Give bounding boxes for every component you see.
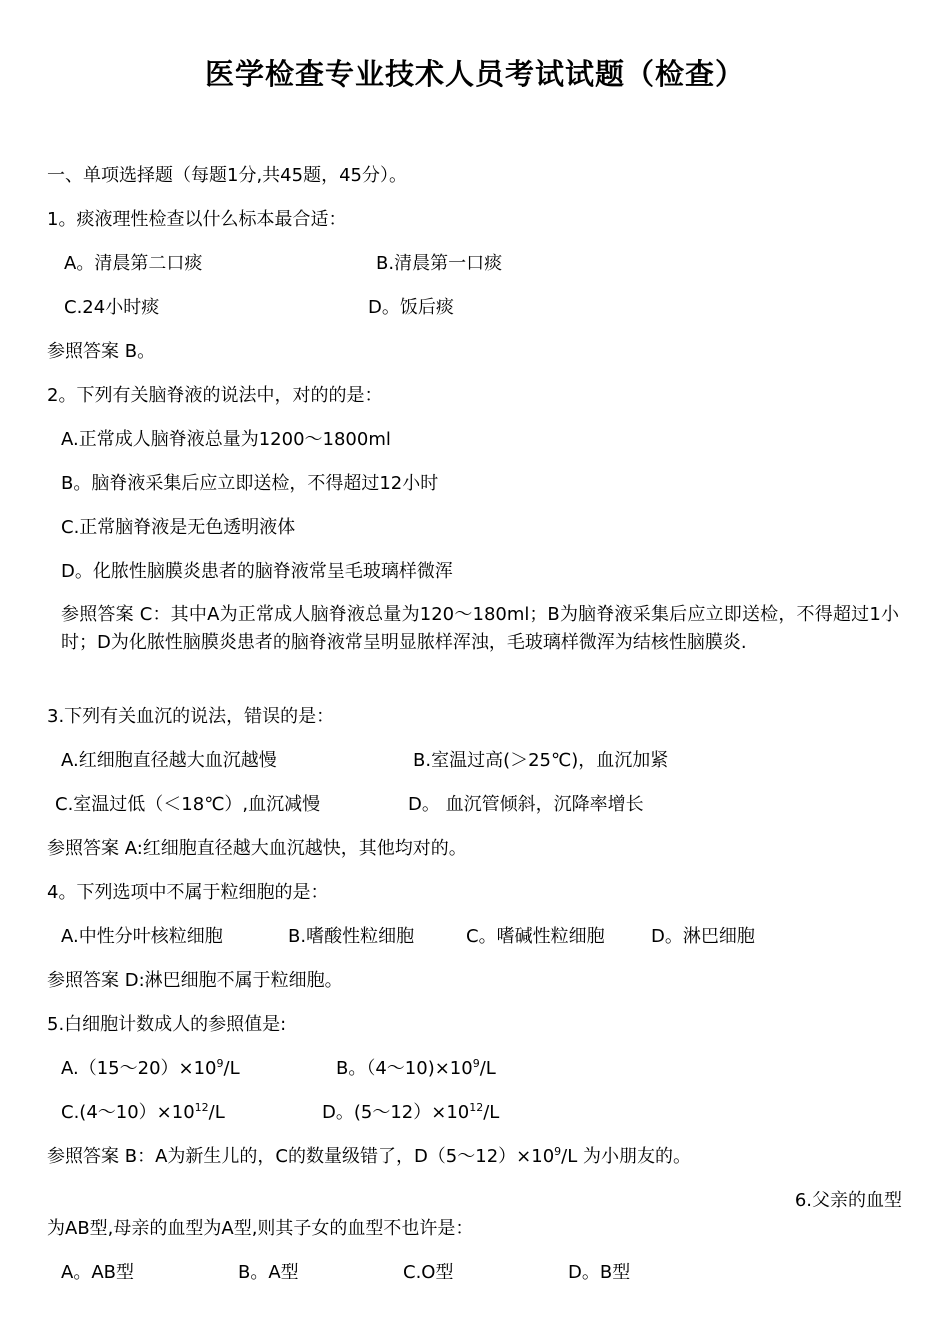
q2-option-c: C.正常脑脊液是无色透明液体 bbox=[61, 517, 296, 538]
q1-option-a: A。清晨第二口痰 bbox=[64, 253, 203, 274]
section-heading: 一、单项选择题（每题1分,共45题，45分）。 bbox=[47, 165, 407, 186]
q3-option-b: B.室温过高(＞25℃)，血沉加紧 bbox=[413, 750, 669, 771]
q4-option-d: D。淋巴细胞 bbox=[651, 926, 755, 947]
q1-stem: 1。痰液理性检查以什么标本最合适： bbox=[47, 209, 347, 230]
q4-stem: 4。下列选项中不属于粒细胞的是： bbox=[47, 882, 329, 903]
q6-option-c: C.O型 bbox=[403, 1262, 454, 1283]
q1-option-c: C.24小时痰 bbox=[64, 297, 160, 318]
q1-option-d: D。饭后痰 bbox=[368, 297, 454, 318]
q5-option-a: $A.(15\sim 20)\times 10^9/L$ bbox=[61, 1057, 240, 1079]
q4-option-a: A.中性分叶核粒细胞 bbox=[61, 926, 223, 947]
q4-option-c: C。嗜碱性粒细胞 bbox=[466, 926, 605, 947]
q6-option-b: B。A型 bbox=[238, 1262, 299, 1283]
q4-option-b: B.嗜酸性粒细胞 bbox=[288, 926, 415, 947]
q2-stem: 2。下列有关脑脊液的说法中，对的的是： bbox=[47, 385, 383, 406]
q5-option-b: B。$(4\sim 10)\times 10^9/L$ bbox=[336, 1057, 496, 1079]
q5-answer: 参照答案 B：A为新生儿的，C的数量级错了，$D(5\sim 12)\times 10^9/L$ 为小朋友的。 bbox=[47, 1145, 691, 1167]
q4-answer: 参照答案 D:淋巴细胞不属于粒细胞。 bbox=[47, 970, 343, 991]
q6-option-d: D。B型 bbox=[568, 1262, 631, 1283]
q6-stem-cont: 为AB型,母亲的血型为A型,则其子女的血型不也许是： bbox=[47, 1218, 474, 1239]
q5-stem: 5.白细胞计数成人的参照值是: bbox=[47, 1014, 287, 1035]
q2-option-d: D。化脓性脑膜炎患者的脑脊液常呈毛玻璃样微浑 bbox=[61, 561, 453, 582]
q6-option-a: A。AB型 bbox=[61, 1262, 134, 1283]
q1-option-b: B.清晨第一口痰 bbox=[376, 253, 503, 274]
document-title: 医学检查专业技术人员考试试题（检查） bbox=[204, 57, 745, 91]
q2-option-b: B。脑脊液采集后应立即送检，不得超过12小时 bbox=[61, 473, 439, 494]
q3-option-c: C.室温过低（＜18℃）,血沉减慢 bbox=[55, 794, 321, 815]
q2-answer: 参照答案 C：其中A为正常成人脑脊液总量为120～180ml；B为脑脊液采集后应立即送检，不得超过1小时；D为化脓性脑膜炎患者的脑脊液常呈明显脓样浑浊，毛玻璃样微浑为结核性脑膜炎. bbox=[61, 604, 899, 653]
q1-answer: 参照答案 B。 bbox=[47, 341, 156, 362]
q3-option-d: D。 血沉管倾斜，沉降率增长 bbox=[408, 794, 644, 815]
q5-option-c: $C.(4\sim 10)\times 10^{12}/L$ bbox=[61, 1101, 225, 1123]
q2-option-a: A.正常成人脑脊液总量为1200～1800ml bbox=[61, 429, 391, 450]
q3-option-a: A.红细胞直径越大血沉越慢 bbox=[61, 750, 277, 771]
q5-option-d: D。$(5\sim 12)\times 10^{12}/L$ bbox=[322, 1101, 500, 1123]
q3-stem: 3.下列有关血沉的说法，错误的是： bbox=[47, 706, 335, 727]
q6-stem-start: 6.父亲的血型 bbox=[794, 1190, 902, 1211]
q3-answer: 参照答案 A:红细胞直径越大血沉越快，其他均对的。 bbox=[47, 838, 467, 859]
